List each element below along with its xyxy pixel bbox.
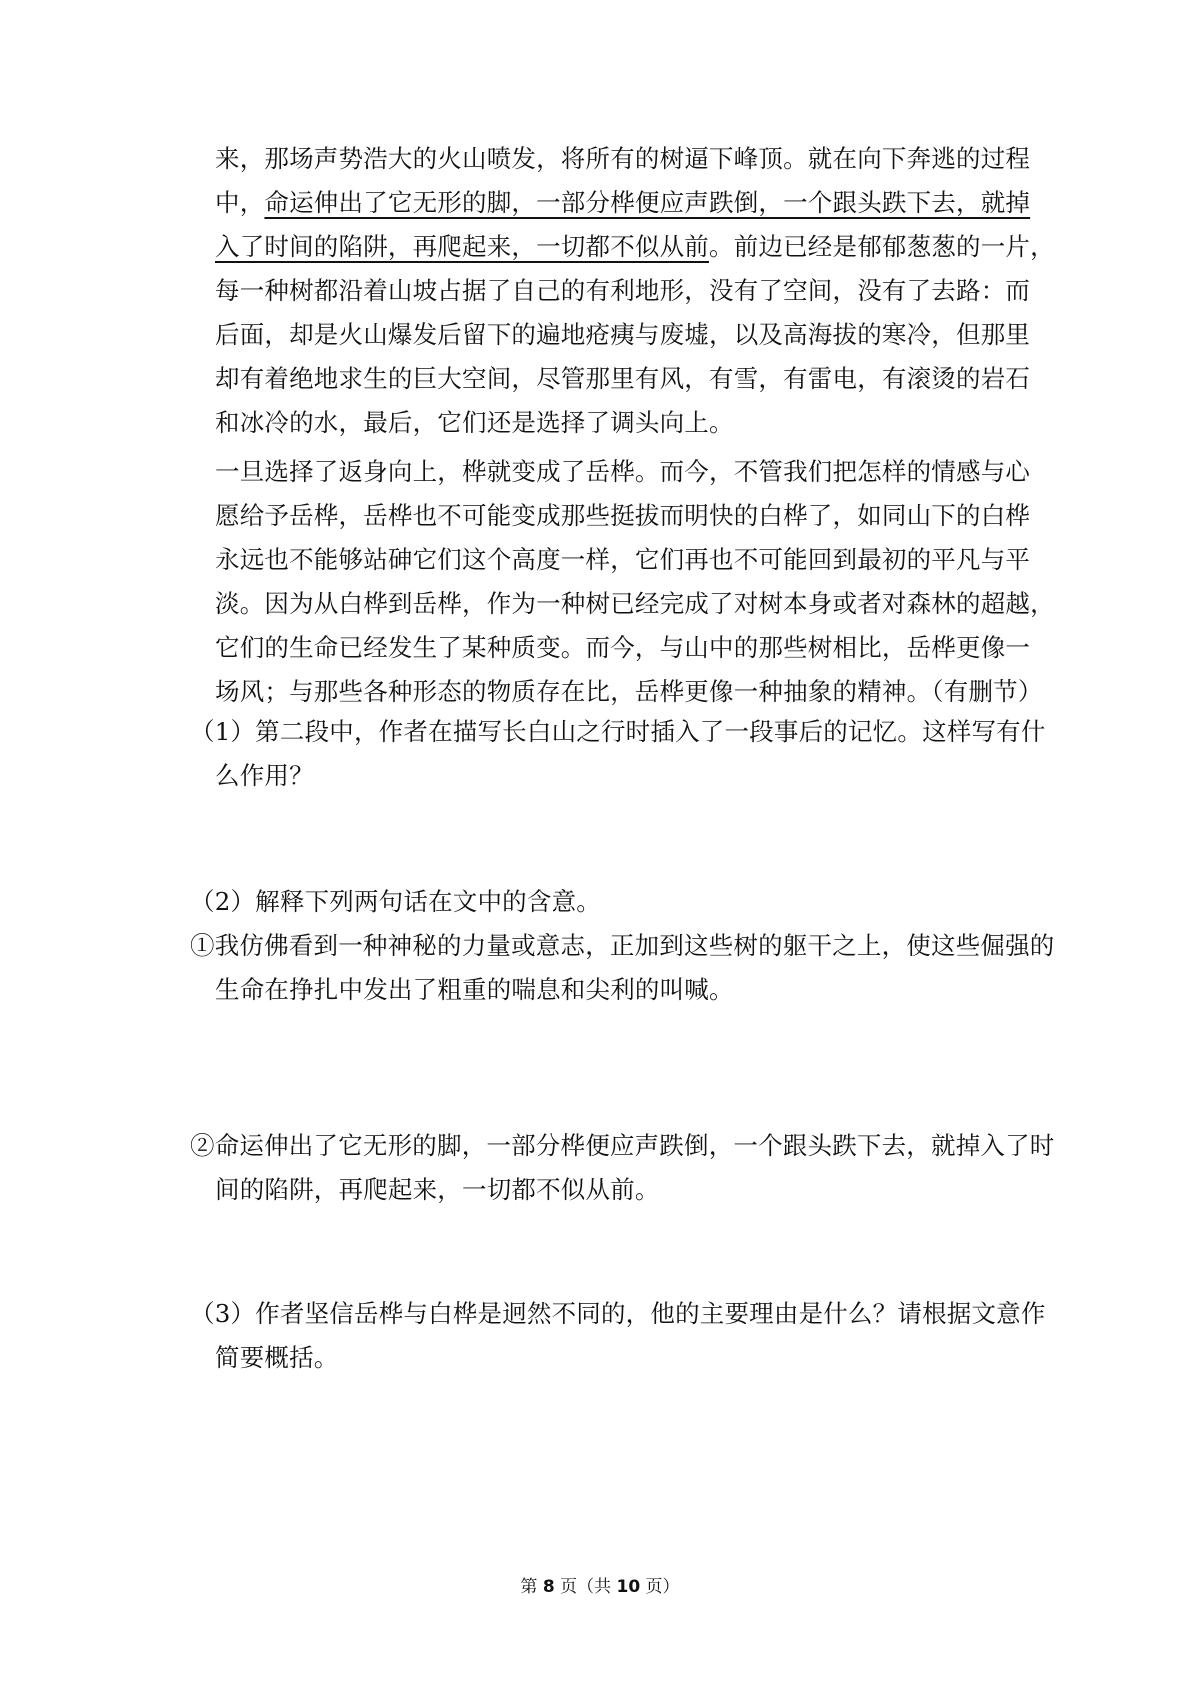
passage-text: 。前边已经是郁郁葱葱的一片， bbox=[709, 232, 1055, 261]
question-3: （3）作者坚信岳桦与白桦是迥然不同的，他的主要理由是什么？请根据文意作 bbox=[190, 1299, 1046, 1328]
passage-line: 永远也不能够站砷它们这个高度一样，它们再也不可能回到最初的平凡与平 bbox=[215, 545, 1031, 574]
question-3-cont: 简要概括。 bbox=[215, 1343, 339, 1372]
passage-line bbox=[215, 181, 1035, 225]
underlined-sentence: 入了时间的陷阱，再爬起来，一切都不似从前 bbox=[215, 232, 709, 261]
passage-line: 它们的生命已经发生了某种质变。而今，与山中的那些树相比，岳桦更像一 bbox=[215, 633, 1031, 662]
question-2-item-1: ①我仿佛看到一种神秘的力量或意志，正加到这些树的躯干之上，使这些倔强的 bbox=[190, 931, 1055, 960]
question-1-cont: 么作用？ bbox=[215, 761, 314, 790]
passage-line: 却有着绝地求生的巨大空间，尽管那里有风，有雪，有雷电，有滚烫的岩石 bbox=[215, 364, 1031, 393]
passage-line: 后面，却是火山爆发后留下的遍地疮痍与废墟，以及高海拔的寒冷，但那里 bbox=[215, 320, 1031, 349]
question-1: （1）第二段中，作者在描写长白山之行时插入了一段事后的记忆。这样写有什 bbox=[190, 717, 1046, 746]
passage-line: 一旦选择了返身向上，桦就变成了岳桦。而今，不管我们把怎样的情感与心 bbox=[215, 457, 1031, 486]
passage-line bbox=[215, 225, 1055, 269]
question-2-item-2: ②命运伸出了它无形的脚，一部分桦便应声跌倒，一个跟头跌下去，就掉入了时 bbox=[190, 1131, 1055, 1160]
page-number: 8 bbox=[542, 1577, 555, 1597]
passage-line: 每一种树都沿着山坡占据了自己的有利地形，没有了空间，没有了去路：而 bbox=[215, 276, 1031, 305]
page-footer bbox=[0, 1575, 1200, 1599]
passage-line: 场风；与那些各种形态的物质存在比，岳桦更像一种抽象的精神。（有删节） bbox=[215, 677, 1043, 706]
question-2-title: （2）解释下列两句话在文中的含意。 bbox=[190, 887, 601, 916]
page-total: 10 bbox=[616, 1577, 641, 1597]
question-2-item-1-cont: 生命在挣扎中发出了粗重的喘息和尖利的叫喊。 bbox=[215, 975, 734, 1004]
footer-middle: 页（共 bbox=[554, 1577, 617, 1597]
underlined-sentence: 命运伸出了它无形的脚，一部分桦便应声跌倒，一个跟头跌下去，就掉 bbox=[264, 188, 1031, 217]
passage-line: 淡。因为从白桦到岳桦，作为一种树已经完成了对树本身或者对森林的超越， bbox=[215, 589, 1055, 618]
passage-line: 愿给予岳桦，岳桦也不可能变成那些挺拔而明快的白桦了，如同山下的白桦 bbox=[215, 501, 1031, 530]
question-2-item-2-cont: 间的陷阱，再爬起来，一切都不似从前。 bbox=[215, 1175, 660, 1204]
passage-line: 和冰冷的水，最后，它们还是选择了调头向上。 bbox=[215, 408, 734, 437]
footer-prefix: 第 bbox=[520, 1577, 543, 1597]
footer-suffix: 页） bbox=[640, 1577, 680, 1597]
passage-text: 中， bbox=[215, 188, 265, 217]
passage-line: 来，那场声势浩大的火山喷发，将所有的树逼下峰顶。就在向下奔逃的过程 bbox=[215, 144, 1031, 173]
